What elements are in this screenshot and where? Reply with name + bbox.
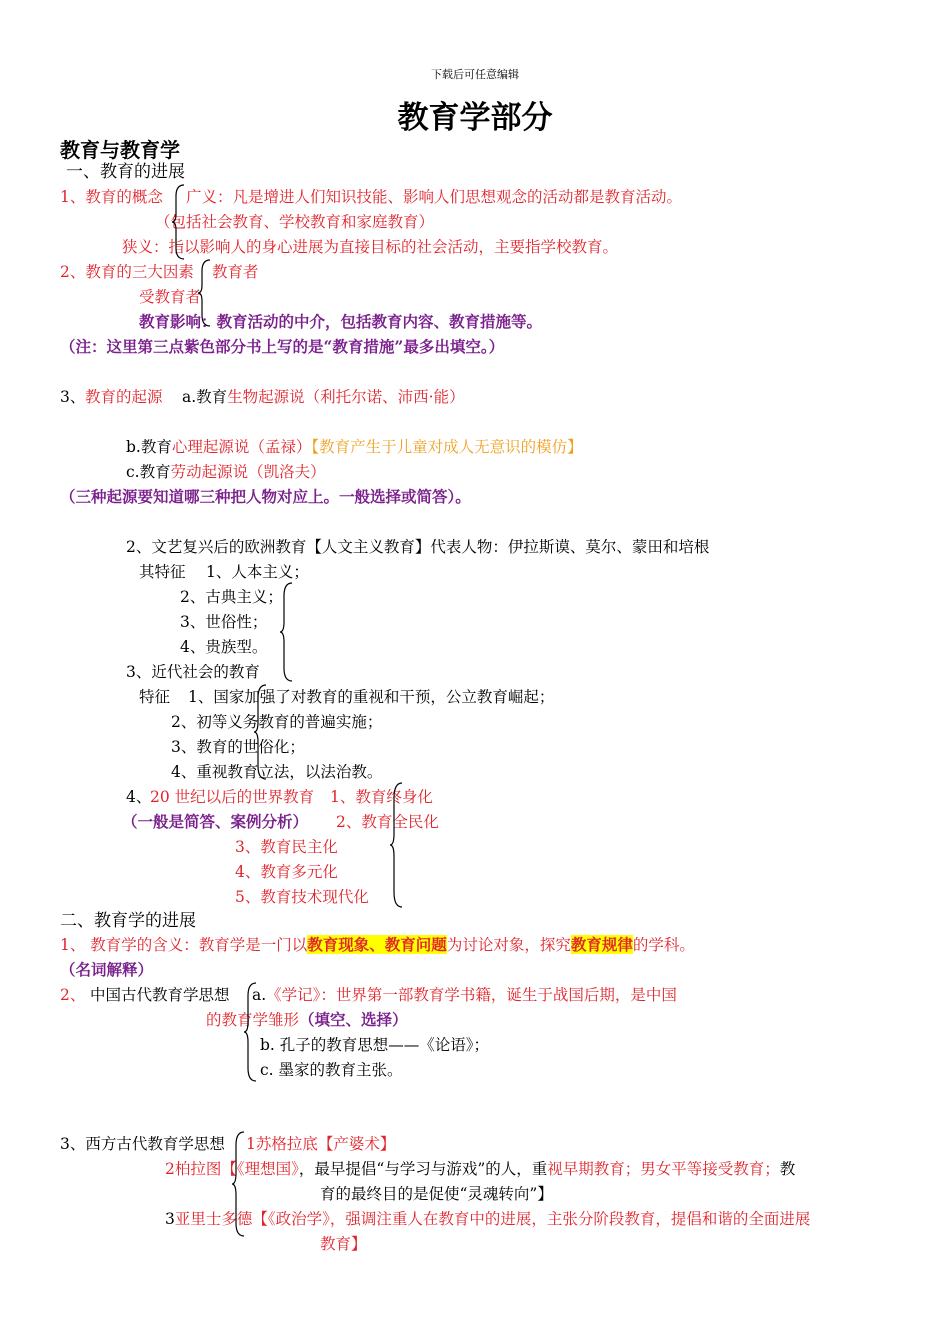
renaissance-line: 2、文艺复兴后的欧洲教育【人文主义教育】代表人物：伊拉斯谟、莫尔、蒙田和培根 bbox=[126, 538, 710, 556]
origin-note: （三种起源要知道哪三种把人物对应上。一般选择或简答）。 bbox=[60, 487, 471, 506]
china-brace bbox=[244, 982, 258, 1082]
concept-narrow: 狭义：指以影响人的身心进展为直接目标的社会活动，主要指学校教育。 bbox=[122, 238, 619, 256]
modern-f1: 1、国家加强了对教育的重视和干预，公立教育崛起； bbox=[188, 688, 555, 706]
renaissance-brace bbox=[280, 582, 294, 682]
modern-f4: 4、重视教育立法，以法治教。 bbox=[171, 763, 383, 781]
factor-3: 教育影响：教育活动的中介，包括教育内容、教育措施等。 bbox=[139, 312, 543, 331]
origin-b: b.教育心理起源说（孟禄）【教育产生于儿童对成人无意识的模仿】 bbox=[126, 438, 583, 456]
c20-f4: 4、教育多元化 bbox=[235, 863, 338, 881]
origin-c: c.教育劳动起源说（凯洛夫） bbox=[126, 463, 326, 481]
factors-brace bbox=[198, 259, 212, 327]
modern-brace bbox=[254, 684, 268, 780]
c20-f2: 2、教育全民化 bbox=[336, 813, 439, 831]
c20-note: （一般是简答、案例分析） bbox=[122, 812, 309, 831]
west-brace bbox=[232, 1131, 246, 1237]
modern-feature-label: 特征 bbox=[139, 688, 171, 706]
renaissance-f1: 1、人本主义； bbox=[206, 563, 309, 581]
renaissance-f4: 4、贵族型。 bbox=[180, 638, 268, 656]
west-s3-cont: 教育】 bbox=[320, 1235, 367, 1253]
renaissance-feature-label: 其特征 bbox=[139, 563, 186, 581]
china-c: c. 墨家的教育主张。 bbox=[260, 1061, 403, 1079]
factors-label: 2、教育的三大因素 bbox=[60, 263, 194, 281]
factors-note: （注：这里第三点紫色部分书上写的是“教育措施”最多出填空。） bbox=[60, 337, 505, 356]
meaning-line: 1、 教育学的含义：教育学是一门以教育现象、教育问题为讨论对象，探究教育规律的学科。 bbox=[60, 935, 695, 954]
meaning-note: （名词解释） bbox=[60, 960, 154, 979]
c20-f5: 5、教育技术现代化 bbox=[235, 888, 369, 906]
china-a: a.《学记》：世界第一部教育学书籍，诞生于战国后期，是中国 bbox=[252, 986, 677, 1004]
west-label: 3、西方古代教育学思想 bbox=[60, 1135, 225, 1153]
section-heading: 教育与教育学 bbox=[60, 138, 180, 162]
west-s2-cont: 育的最终目的是促使“灵魂转向”】 bbox=[320, 1185, 553, 1203]
c20-f3: 3、教育民主化 bbox=[235, 838, 338, 856]
china-num: 2、 bbox=[60, 986, 86, 1004]
factor-2: 受教育者 bbox=[139, 288, 202, 306]
origin-a: a.教育生物起源说（利托尔诺、沛西·能） bbox=[182, 388, 465, 406]
c20-f1: 1、教育终身化 bbox=[330, 788, 433, 806]
west-s1: 1苏格拉底【产婆术】 bbox=[246, 1135, 396, 1153]
west-s3: 3亚里士多德【《政治学》，强调注重人在教育中的进展，主张分阶段教育，提倡和谐的全面进展 bbox=[165, 1210, 811, 1228]
concept-broad: 广义：凡是增进人们知识技能、影响人们思想观念的活动都是教育活动。 bbox=[186, 188, 683, 206]
header-note: 下载后可任意编辑 bbox=[431, 68, 519, 81]
factor-1: 教育者 bbox=[212, 263, 259, 281]
renaissance-f3: 3、世俗性； bbox=[180, 613, 268, 631]
page-title: 教育学部分 bbox=[397, 100, 553, 136]
modern-line: 3、近代社会的教育 bbox=[126, 663, 260, 681]
c20-label: 20 世纪以后的世界教育 bbox=[150, 788, 315, 806]
concept-brace bbox=[172, 184, 186, 260]
c20-brace bbox=[390, 782, 404, 908]
c20-num: 4、 bbox=[126, 788, 152, 806]
part2-heading: 二、教育学的进展 bbox=[60, 911, 196, 931]
concept-label: 1、教育的概念 bbox=[60, 188, 163, 206]
china-a-cont: 的教育学雏形（填空、选择） bbox=[206, 1010, 408, 1029]
part1-heading: 一、教育的进展 bbox=[66, 162, 185, 182]
origin-num: 3、 bbox=[60, 388, 86, 406]
china-label: 中国古代教育学思想 bbox=[90, 986, 230, 1004]
modern-f3: 3、教育的世俗化； bbox=[171, 738, 305, 756]
renaissance-f2: 2、古典主义； bbox=[180, 588, 283, 606]
west-s2: 2柏拉图【《理想国》，最早提倡“与学习与游戏”的人，重视早期教育；男女平等接受教育；教 bbox=[165, 1160, 796, 1178]
concept-broad-note: （包括社会教育、学校教育和家庭教育） bbox=[155, 213, 435, 231]
china-b: b. 孔子的教育思想——《论语》； bbox=[260, 1036, 490, 1054]
modern-f2: 2、初等义务教育的普遍实施； bbox=[171, 713, 383, 731]
origin-label: 教育的起源 bbox=[85, 388, 163, 406]
